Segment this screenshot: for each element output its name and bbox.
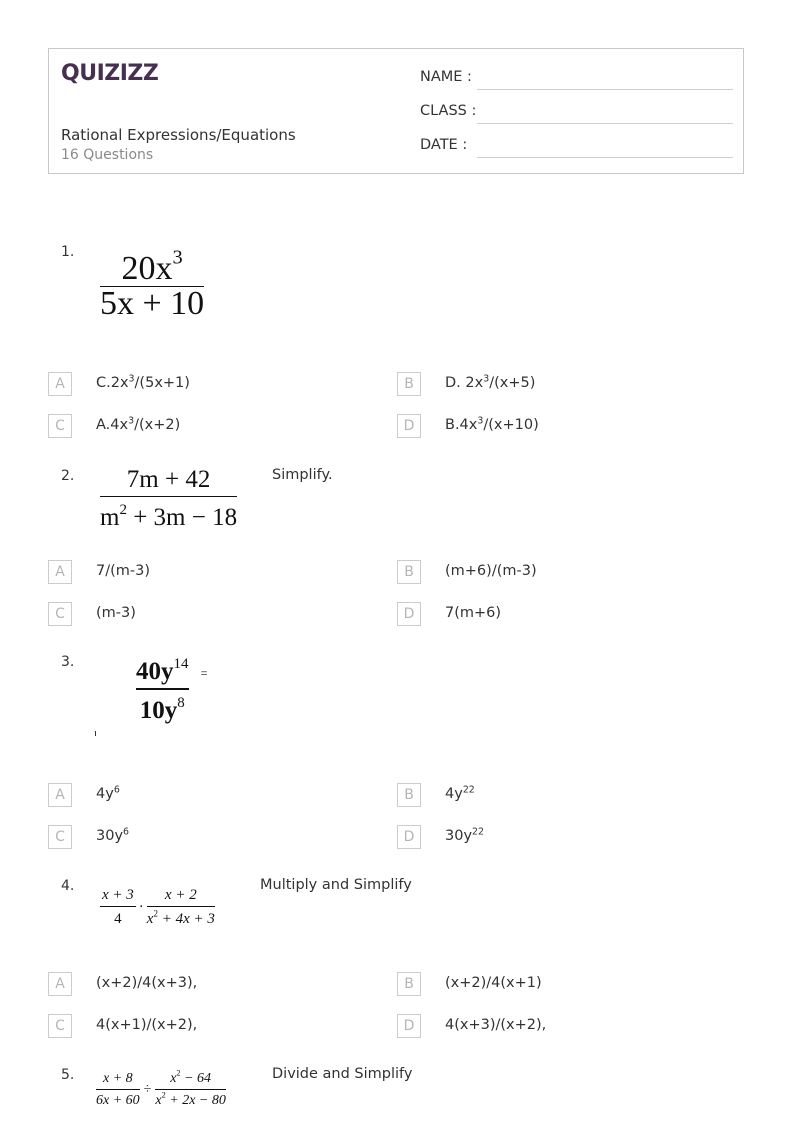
q2-option-c-text[interactable]: (m-3) xyxy=(96,605,136,621)
q1-option-c-box[interactable]: C xyxy=(48,414,72,438)
q2-option-b-box[interactable]: B xyxy=(397,560,421,584)
q3-stray-mark xyxy=(95,731,96,736)
q5-f2-den-base: x xyxy=(155,1093,162,1108)
q4-option-a-text[interactable]: (x+2)/4(x+3), xyxy=(96,975,198,991)
q2-den-rest: + 3m − 18 xyxy=(126,504,238,531)
q4-f2-den-base: x xyxy=(146,911,154,927)
q4-option-c-box[interactable]: C xyxy=(48,1014,72,1038)
q3-den-base: 10y xyxy=(139,697,178,724)
q4-f1-numerator: x + 3 xyxy=(102,887,134,903)
q4-f1-denominator: 4 xyxy=(114,911,122,927)
q3-equals-sign: = xyxy=(200,665,208,680)
q2-option-b-text[interactable]: (m+6)/(m-3) xyxy=(445,563,537,579)
q3-option-a-text[interactable]: $4y^6$ xyxy=(96,784,120,802)
q2-den-base: m xyxy=(100,504,120,531)
q2-numerator: 7m + 42 xyxy=(126,466,211,493)
q2-option-c-box[interactable]: C xyxy=(48,602,72,626)
q1-option-b-text[interactable]: D. $2x^3/(x+5)$ xyxy=(445,373,536,391)
q4-option-b-box[interactable]: B xyxy=(397,972,421,996)
q3-option-c-box[interactable]: C xyxy=(48,825,72,849)
q5-f2-num-rest: − 64 xyxy=(180,1071,212,1086)
question-5-expression xyxy=(96,1068,226,1108)
q1-option-d-text[interactable]: $B.4x^3/(x+10)$ xyxy=(445,415,539,433)
worksheet-header xyxy=(48,48,744,174)
q3-option-b-text[interactable]: $4y^{22}$ xyxy=(445,784,475,802)
question-4-number: 4. xyxy=(61,878,75,894)
q4-f2-den-exponent: 2 xyxy=(153,908,158,919)
q5-f2-den-exponent: 2 xyxy=(161,1090,166,1100)
question-5-text: Divide and Simplify xyxy=(272,1066,413,1082)
question-2-text: Simplify. xyxy=(272,467,333,483)
q4-f2-numerator: x + 2 xyxy=(164,887,197,903)
q2-option-a-text[interactable]: 7/(m-3) xyxy=(96,563,151,579)
q1-option-d-box[interactable]: D xyxy=(397,414,421,438)
q1-option-c-text[interactable]: $A.4x^3/(x+2)$ xyxy=(96,415,181,433)
q5-f1-denominator: 6x + 60 xyxy=(96,1093,140,1108)
q4-multiply-dot: · xyxy=(138,899,144,915)
name-line[interactable] xyxy=(477,89,733,90)
q3-den-exponent: 8 xyxy=(177,694,185,711)
q5-f1-numerator: x + 8 xyxy=(103,1071,133,1086)
q5-f2-den-rest: + 2x − 80 xyxy=(165,1093,226,1108)
q1-numerator: 20x xyxy=(121,250,173,287)
q3-num-exponent: 14 xyxy=(173,655,189,672)
q1-option-b-box[interactable]: B xyxy=(397,372,421,396)
question-1-number: 1. xyxy=(61,244,75,260)
q3-option-b-box[interactable]: B xyxy=(397,783,421,807)
q3-option-a-box[interactable]: A xyxy=(48,783,72,807)
q3-option-d-text[interactable]: $30y^{22}$ xyxy=(445,826,485,844)
q4-option-b-text[interactable]: (x+2)/4(x+1) xyxy=(445,975,542,991)
question-4-expression xyxy=(100,888,215,927)
question-3-expression xyxy=(136,655,208,724)
q5-f2-num-base: x xyxy=(170,1071,177,1086)
q4-option-a-box[interactable]: A xyxy=(48,972,72,996)
question-2-number: 2. xyxy=(61,468,75,484)
q2-den-exponent: 2 xyxy=(119,501,127,518)
question-4-text: Multiply and Simplify xyxy=(260,877,412,893)
q1-option-a-box[interactable]: A xyxy=(48,372,72,396)
q1-num-exponent: 3 xyxy=(172,246,183,269)
q5-f2-num-exponent: 2 xyxy=(176,1068,181,1078)
q5-divide-sign: ÷ xyxy=(143,1082,152,1097)
question-5-number: 5. xyxy=(61,1067,75,1083)
worksheet-title: Rational Expressions/Equations xyxy=(61,126,296,144)
q1-option-a-text[interactable]: $C.2x^3/(5x+1)$ xyxy=(96,373,190,391)
date-line[interactable] xyxy=(477,157,733,158)
q3-option-c-text[interactable]: $30y^6$ xyxy=(96,826,130,844)
date-label: DATE : xyxy=(420,137,468,153)
q4-f2-den-rest: + 4x + 3 xyxy=(157,911,215,927)
q4-option-d-text[interactable]: 4(x+3)/(x+2), xyxy=(445,1017,547,1033)
q1-denominator: 5x + 10 xyxy=(100,285,205,322)
question-3-number: 3. xyxy=(61,654,75,670)
q3-num-base: 40y xyxy=(136,658,174,685)
question-count: 16 Questions xyxy=(61,147,154,163)
class-label: CLASS : xyxy=(420,103,477,119)
name-label: NAME : xyxy=(420,69,472,85)
q2-option-d-text[interactable]: 7(m+6) xyxy=(445,605,502,621)
q4-option-d-box[interactable]: D xyxy=(397,1014,421,1038)
question-1-expression xyxy=(100,246,205,322)
quizizz-logo: QUIZIZZ xyxy=(61,61,159,86)
class-line[interactable] xyxy=(477,123,733,124)
q3-option-d-box[interactable]: D xyxy=(397,825,421,849)
question-2-expression xyxy=(100,466,237,530)
q2-option-d-box[interactable]: D xyxy=(397,602,421,626)
q4-option-c-text[interactable]: 4(x+1)/(x+2), xyxy=(96,1017,198,1033)
q2-option-a-box[interactable]: A xyxy=(48,560,72,584)
